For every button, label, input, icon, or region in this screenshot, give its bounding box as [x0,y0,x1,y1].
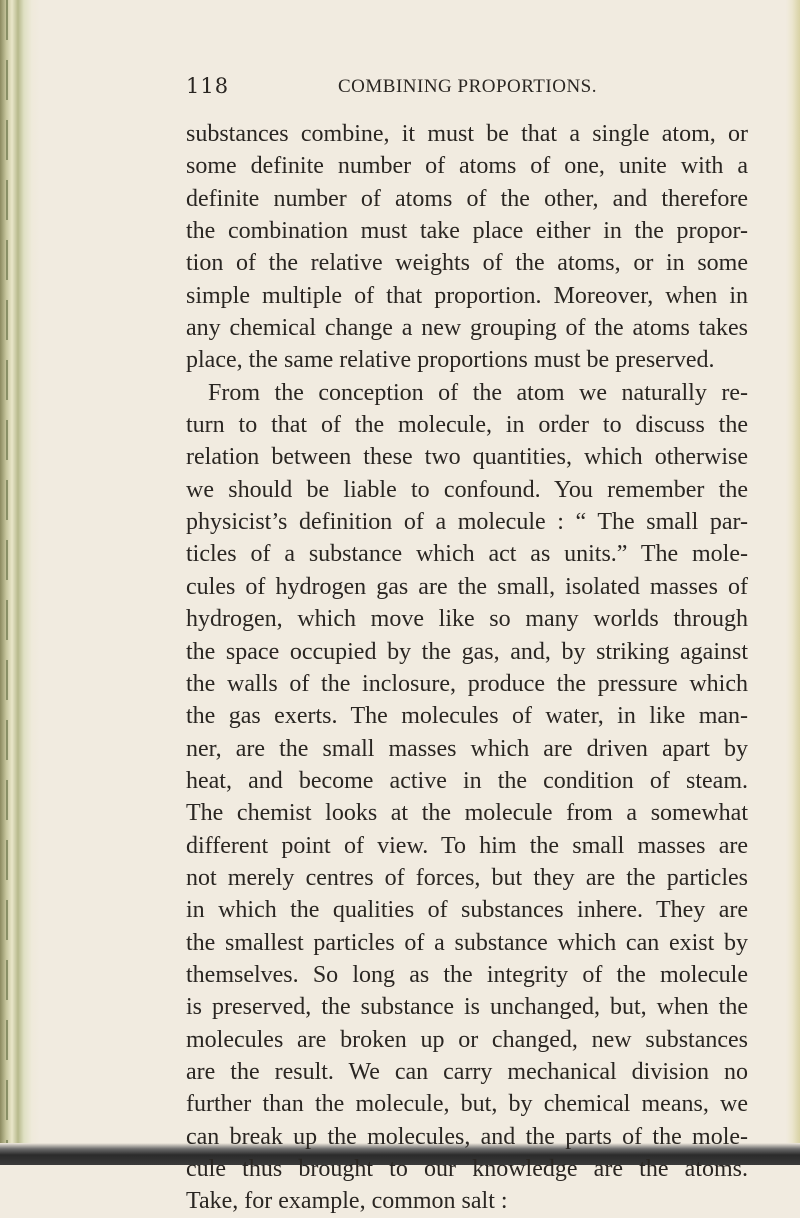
text-line: any chemical change a new grouping of the atoms takes [186,315,748,342]
text-line: Take, for example, common salt : [186,1188,508,1215]
text-line: further than the molecule, but, by chemical means, we [186,1091,748,1118]
body-text [186,118,748,1218]
page-number: 118 [186,74,230,98]
text-line: the smallest particles of a substance which can exist by [186,929,748,956]
text-line: we should be liable to confound. You remember the [186,476,748,503]
text-line: turn to that of the molecule, in order to discuss the [186,412,748,439]
text-line: substances combine, it must be that a single atom, or [186,121,748,147]
text-line: relation between these two quantities, which otherwise [186,444,748,471]
text-line: some definite number of atoms of one, unite with a [186,153,748,180]
text-line: not merely centres of forces, but they are the particles [186,864,748,891]
text-line: in which the qualities of substances inhere. They are [186,897,748,924]
text-line: cules of hydrogen gas are the small, isolated masses of [186,573,748,600]
text-line: are the result. We can carry mechanical division no [186,1058,748,1085]
text-line: cule thus brought to our knowledge are the atoms. [186,1156,748,1182]
page-right-edge [786,0,800,1165]
text-line: the gas exerts. The molecules of water, in like man- [186,703,748,730]
text-line: heat, and become active in the condition of steam. [186,767,748,794]
text-line: From the conception of the atom we naturally re- [208,379,748,406]
text-line: tion of the relative weights of the atoms, or in some [186,250,748,277]
text-line: can break up the molecules, and the parts of the mole- [186,1123,748,1150]
page-header [186,74,746,104]
text-line: ticles of a substance which act as units.” The mole- [186,541,748,568]
text-line: physicist’s definition of a molecule : “ The small par- [186,509,748,536]
text-line: place, the same relative proportions must be preserved. [186,347,715,374]
text-line: the combination must take place either in the propor- [186,218,748,245]
text-line: definite number of atoms of the other, and therefore [186,185,748,212]
running-head: COMBINING PROPORTIONS. [338,76,598,97]
text-line: ner, are the small masses which are driven apart by [186,735,748,762]
text-line: simple multiple of that proportion. Moreover, when in [186,282,748,309]
text-line: themselves. So long as the integrity of the molecule [186,961,748,988]
text-line: is preserved, the substance is unchanged, but, when the [186,994,748,1021]
binding-gutter [0,0,40,1165]
text-line: the walls of the inclosure, produce the pressure which [186,670,748,697]
text-line: The chemist looks at the molecule from a somewhat [186,800,748,827]
text-line: hydrogen, which move like so many worlds through [186,606,748,633]
text-line: the space occupied by the gas, and, by striking against [186,638,748,665]
text-line: molecules are broken up or changed, new substances [186,1026,748,1053]
text-line: different point of view. To him the small masses are [186,832,748,859]
